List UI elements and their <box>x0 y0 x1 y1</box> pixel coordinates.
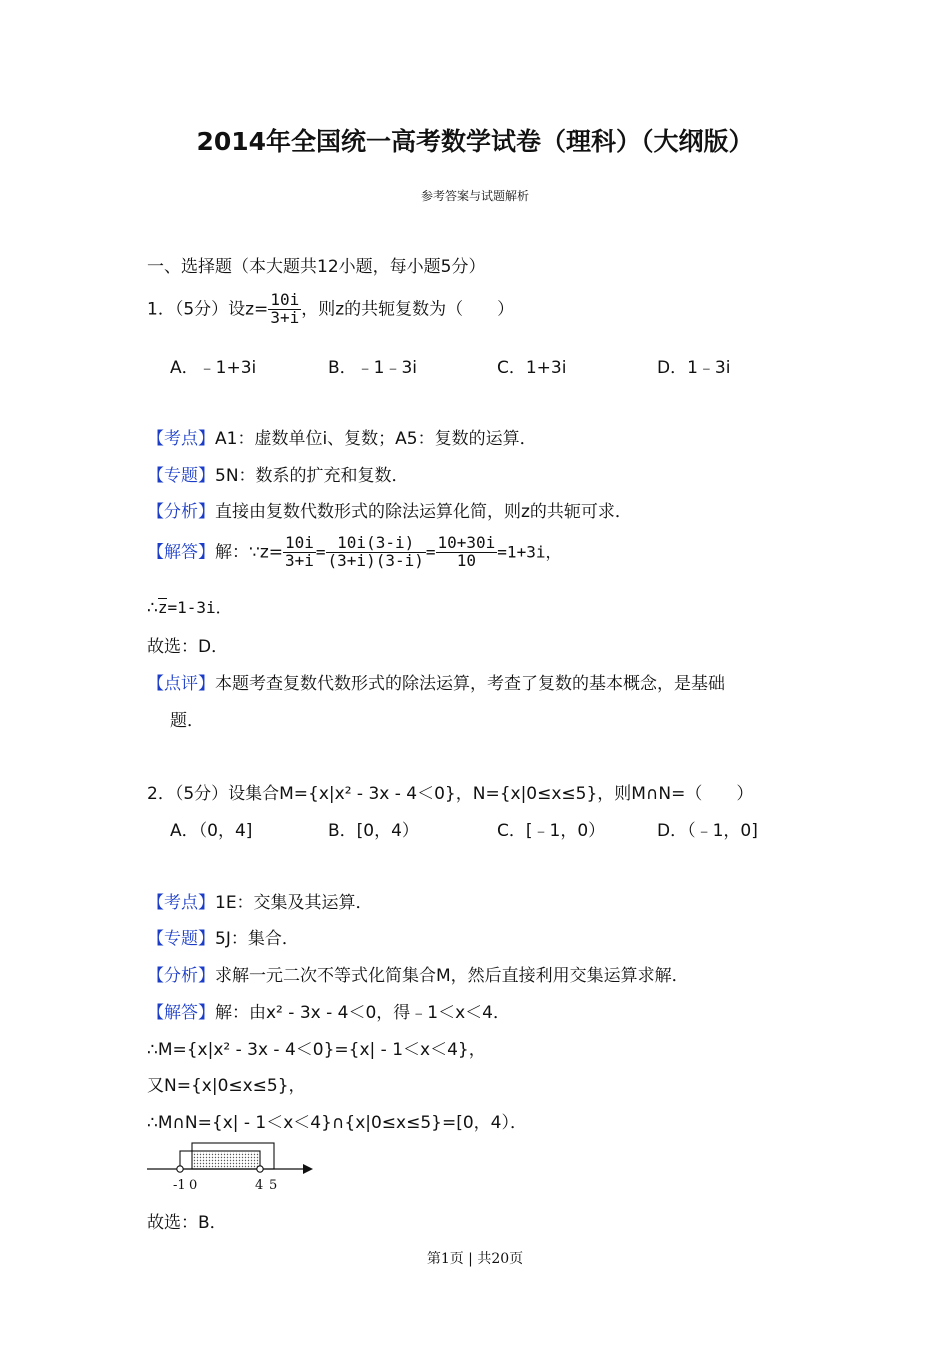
axis-label-minus-one: -1 <box>173 1178 186 1193</box>
q1-f1-num: 10i <box>284 533 314 552</box>
q1-dianping-tag: 【点评】 <box>147 674 215 694</box>
q2-line-mn: ∴M∩N={x| - 1＜x＜4}∩{x|0≤x≤5}=[0，4）． <box>147 1113 527 1133</box>
q2-jieda-tag: 【解答】 <box>147 1003 215 1023</box>
q1-zhuanti-tag: 【专题】 <box>147 466 215 486</box>
axis-label-zero: 0 <box>189 1178 198 1193</box>
q1-therefore: ∴ <box>147 598 158 618</box>
q1-jieda-prefix: 解：∵z= <box>215 542 283 563</box>
q1-jieda <box>147 535 561 570</box>
q2-option-b: B．[0，4） <box>328 821 419 841</box>
q1-dianping <box>147 669 725 694</box>
q1-eq1: = <box>315 542 326 562</box>
q1-stem-before: 1．（5分）设z= <box>147 299 269 320</box>
q2-choose: 故选：B． <box>147 1213 227 1233</box>
q1-jieda-frac1 <box>283 535 316 570</box>
q2-kaodian <box>147 888 373 913</box>
q1-jieda-suffix: =1+3i， <box>497 542 562 562</box>
q2-option-c: C．[﹣1，0） <box>497 821 606 841</box>
q1-jieda-frac3 <box>436 535 498 570</box>
q2-line-n: 又N={x|0≤x≤5}， <box>147 1076 306 1096</box>
q1-f2-den: (3+i)(3-i) <box>327 550 424 570</box>
q1-eq2: = <box>425 542 436 562</box>
q1-fenxi-text: 直接由复数代数形式的除法运算化简，则z的共轭可求． <box>215 502 632 522</box>
axis-label-five: 5 <box>269 1178 278 1193</box>
number-line-arrow-icon <box>303 1164 313 1174</box>
q2-zhuanti-text: 5J：集合． <box>215 929 299 949</box>
q1-fenxi-tag: 【分析】 <box>147 502 215 522</box>
q2-zhuanti-tag: 【专题】 <box>147 929 215 949</box>
q2-zhuanti <box>147 924 299 949</box>
q1-frac-den: 3+i <box>270 307 300 327</box>
open-point-minus-one <box>177 1166 183 1172</box>
open-point-four <box>257 1166 263 1172</box>
section-heading: 一、选择题（本大题共12小题，每小题5分） <box>147 257 486 277</box>
q1-zhuanti <box>147 461 409 486</box>
q2-kaodian-tag: 【考点】 <box>147 893 215 913</box>
q2-option-a: A．（0，4] <box>170 821 253 841</box>
q1-option-c: C．1+3i <box>497 358 567 378</box>
q1-f3-den: 10 <box>456 550 477 570</box>
q2-line-m: ∴M={x|x² - 3x - 4＜0}={x| - 1＜x＜4}， <box>147 1040 486 1060</box>
q1-conj-rest: =1-3i． <box>167 598 232 617</box>
q1-kaodian-tag: 【考点】 <box>147 429 215 449</box>
q1-f2-num: 10i(3-i) <box>326 535 426 553</box>
q2-option-d: D．（﹣1，0] <box>657 821 758 841</box>
q1-stem <box>147 292 514 327</box>
intersection-shaded-region <box>193 1152 259 1168</box>
q1-conj-z: z <box>157 598 168 617</box>
q1-f3-num: 10+30i <box>437 533 496 552</box>
axis-label-four: 4 <box>255 1178 264 1193</box>
q2-fenxi <box>147 961 689 986</box>
q2-fenxi-text: 求解一元二次不等式化简集合M，然后直接利用交集运算求解． <box>215 966 689 986</box>
q1-jieda-tag: 【解答】 <box>147 542 215 563</box>
q1-fenxi <box>147 497 632 522</box>
q1-conjugate-line <box>147 595 232 618</box>
q1-jieda-frac2 <box>326 535 426 570</box>
q1-option-a: A．﹣1+3i <box>170 358 257 378</box>
document-title: 2014年全国统一高考数学试卷（理科）（大纲版） <box>196 127 754 156</box>
document-subtitle: 参考答案与试题解析 <box>420 189 529 203</box>
q2-stem: 2．（5分）设集合M={x|x² - 3x - 4＜0}，N={x|0≤x≤5}，则M∩N=（ ） <box>147 784 754 804</box>
q1-kaodian <box>147 424 537 449</box>
q1-dianping-line1: 本题考查复数代数形式的除法运算，考查了复数的基本概念，是基础 <box>215 674 725 694</box>
q1-option-d: D．1﹣3i <box>657 358 731 378</box>
q2-jieda-text: 解：由x² - 3x - 4＜0，得﹣1＜x＜4． <box>215 1003 510 1023</box>
q1-frac-num: 10i <box>270 290 300 309</box>
q1-choose: 故选：D． <box>147 637 229 657</box>
q2-kaodian-text: 1E：交集及其运算． <box>215 893 373 913</box>
q1-stem-after: ，则z的共轭复数为（ ） <box>301 299 515 320</box>
q1-zhuanti-text: 5N：数系的扩充和复数． <box>215 466 409 486</box>
q1-dianping-line2: 题． <box>170 711 204 731</box>
q2-fenxi-tag: 【分析】 <box>147 966 215 986</box>
q1-f1-den: 3+i <box>284 550 314 570</box>
q1-kaodian-text: A1：虚数单位i、复数；A5：复数的运算． <box>215 429 537 449</box>
page-footer: 第1页 | 共20页 <box>426 1251 524 1267</box>
q2-jieda <box>147 998 510 1023</box>
number-line-figure <box>145 1138 320 1196</box>
q1-option-b: B．﹣1﹣3i <box>328 358 418 378</box>
q1-stem-fraction <box>268 292 301 327</box>
